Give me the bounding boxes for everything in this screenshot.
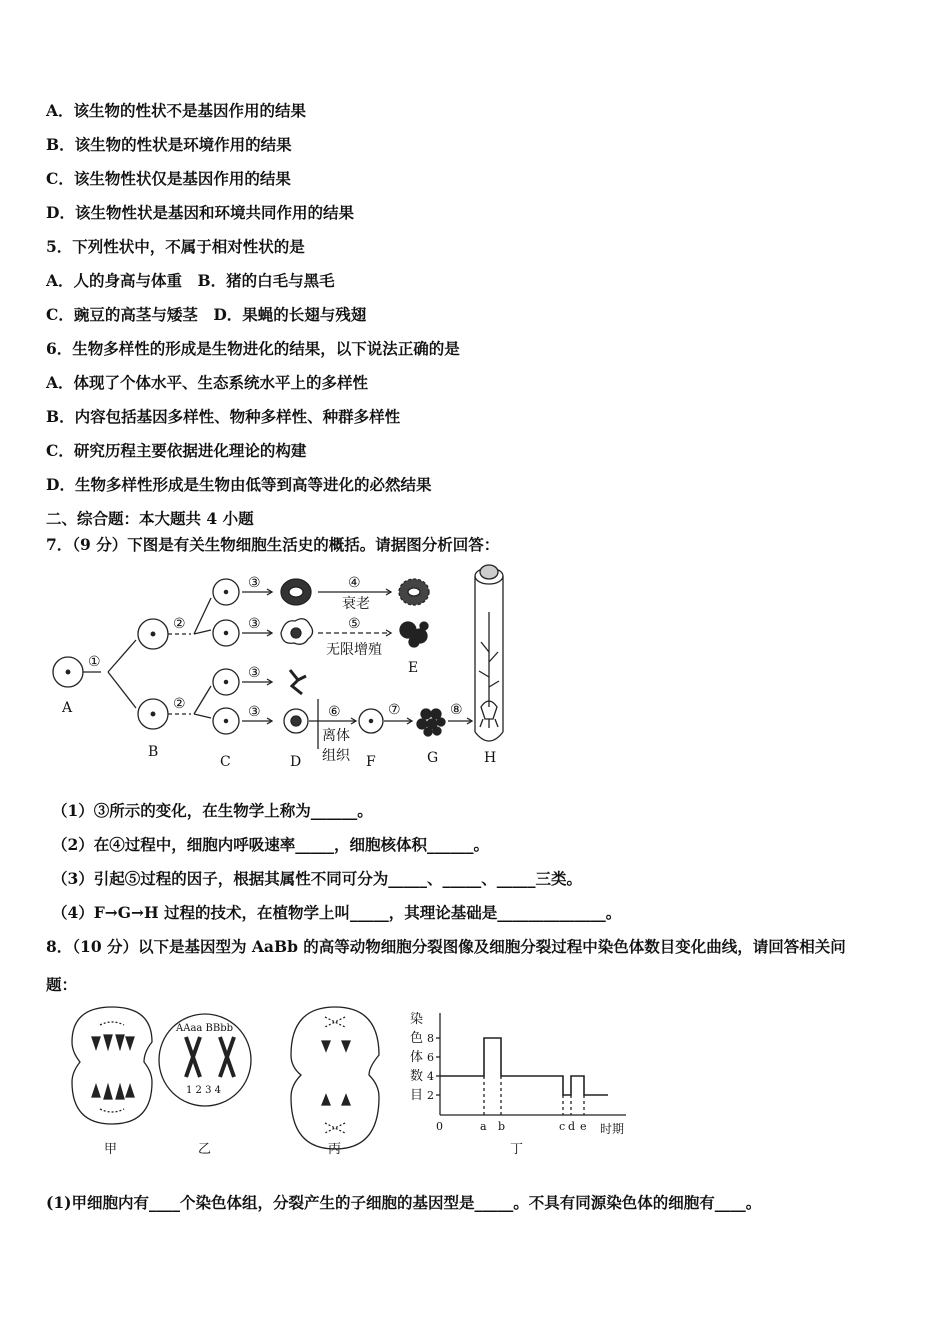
xtick-c: c xyxy=(559,1120,566,1133)
unlimited-proliferation-label: 无限增殖 xyxy=(326,642,382,658)
xtick-d: d xyxy=(568,1120,576,1133)
q4-option-c: C．该生物性状仅是基因作用的结果 xyxy=(46,169,291,188)
step-5: ⑤ xyxy=(348,616,361,632)
cell-bing xyxy=(291,1007,379,1149)
q7-stem: 7．（9 分）下图是有关生物细胞生活史的概括。请据图分析回答： xyxy=(46,535,500,554)
q4-option-d: D．该生物性状是基因和环境共同作用的结果 xyxy=(46,203,354,222)
step-1: ① xyxy=(88,654,101,670)
step-3-a: ③ xyxy=(248,575,261,591)
ylabel-3: 体 xyxy=(410,1050,424,1065)
xtick-0: 0 xyxy=(436,1120,443,1133)
ytick-8: 8 xyxy=(427,1032,434,1045)
q4-option-b: B．该生物的性状是环境作用的结果 xyxy=(46,135,292,154)
label-jia: 甲 xyxy=(104,1142,118,1157)
chromosomes-yi xyxy=(186,1037,234,1077)
q6-stem: 6．生物多样性的形成是生物进化的结果，以下说法正确的是 xyxy=(46,339,460,358)
aging-label: 衰老 xyxy=(342,596,370,612)
label-b: B xyxy=(148,744,159,760)
cell-e-cluster xyxy=(400,622,428,647)
label-f: F xyxy=(366,754,376,770)
ytick-6: 6 xyxy=(427,1051,434,1064)
ytick-4: 4 xyxy=(427,1070,434,1083)
xtick-e: e xyxy=(580,1120,587,1133)
q6-option-b: B．内容包括基因多样性、物种多样性、种群多样性 xyxy=(46,407,401,426)
step-7: ⑦ xyxy=(388,702,401,718)
ylabel-5: 目 xyxy=(410,1088,424,1103)
q8-part-1: (1)甲细胞内有____个染色体组，分裂产生的子细胞的基因型是_____。不具有同源染色体的细胞有____。 xyxy=(46,1193,762,1212)
label-yi: 乙 xyxy=(198,1142,212,1157)
chromosome-number-curve xyxy=(440,1038,608,1095)
label-e: E xyxy=(408,660,419,676)
q5-stem: 5．下列性状中，不属于相对性状的是 xyxy=(46,237,305,256)
test-tube-h xyxy=(475,565,503,741)
label-d: D xyxy=(290,754,302,770)
step-6: ⑥ xyxy=(328,704,341,720)
step-3-c: ③ xyxy=(248,665,261,681)
xtick-a: a xyxy=(480,1120,487,1133)
label-g: G xyxy=(427,750,439,766)
cell-jia xyxy=(72,1007,152,1124)
q5-options-cd: C．豌豆的高茎与矮茎 D．果蝇的长翅与残翅 xyxy=(46,305,367,324)
yi-gene-labels: AAaa BBbb xyxy=(176,1023,234,1034)
cell-life-history-diagram xyxy=(46,562,516,777)
label-bing: 丙 xyxy=(328,1142,342,1157)
q4-option-a: A．该生物的性状不是基因作用的结果 xyxy=(46,101,307,120)
ylabel-4: 数 xyxy=(410,1069,424,1084)
q6-option-d: D．生物多样性形成是生物由低等到高等进化的必然结果 xyxy=(46,475,432,494)
callus-g xyxy=(417,709,445,736)
q6-option-a: A．体现了个体水平、生态系统水平上的多样性 xyxy=(46,373,369,392)
yi-chromosome-numbers: 1 2 3 4 xyxy=(186,1085,221,1096)
label-ding: 丁 xyxy=(510,1142,524,1157)
ytick-2: 2 xyxy=(427,1089,434,1102)
label-h: H xyxy=(484,750,497,766)
step-3-b: ③ xyxy=(248,616,261,632)
q6-option-c: C．研究历程主要依据进化理论的构建 xyxy=(46,441,307,460)
q7-part-3: （3）引起⑤过程的因子，根据其属性不同可分为_____、_____、_____三类。 xyxy=(52,869,583,888)
q8-stem-line-1: 8．（10 分）以下是基因型为 AaBb 的高等动物细胞分裂图像及细胞分裂过程中染色体数目变化曲线，请回答相关问 xyxy=(46,937,846,956)
chromosomes-jia xyxy=(92,1035,134,1099)
chromosomes-bing xyxy=(322,1041,350,1105)
explant-label-1: 离体 xyxy=(322,728,350,744)
q7-part-2: （2）在④过程中，细胞内呼吸速率_____，细胞核体积______。 xyxy=(52,835,490,854)
q5-options-ab: A．人的身高与体重 B．猪的白毛与黑毛 xyxy=(46,271,335,290)
xlabel: 时期 xyxy=(600,1122,625,1136)
section-2-heading: 二、综合题：本大题共 4 小题 xyxy=(46,509,254,528)
step-2-bottom: ② xyxy=(173,696,186,712)
step-8: ⑧ xyxy=(450,702,463,718)
cell-neuron xyxy=(290,670,306,694)
explant-label-2: 组织 xyxy=(322,748,350,764)
q8-stem-line-2: 题： xyxy=(46,975,78,994)
step-4: ④ xyxy=(348,575,361,591)
ylabel-2: 色 xyxy=(410,1031,424,1046)
q7-part-1: （1）③所示的变化，在生物学上称为______。 xyxy=(52,801,373,820)
step-3-d: ③ xyxy=(248,704,261,720)
xtick-b: b xyxy=(498,1120,506,1133)
label-c: C xyxy=(220,754,231,770)
q7-part-4: （4）F→G→H 过程的技术，在植物学上叫_____，其理论基础是______________。 xyxy=(52,903,622,922)
label-a: A xyxy=(62,700,73,716)
ylabel-1: 染 xyxy=(410,1012,424,1027)
step-2-top: ② xyxy=(173,616,186,632)
cell-division-figure xyxy=(60,1005,640,1160)
